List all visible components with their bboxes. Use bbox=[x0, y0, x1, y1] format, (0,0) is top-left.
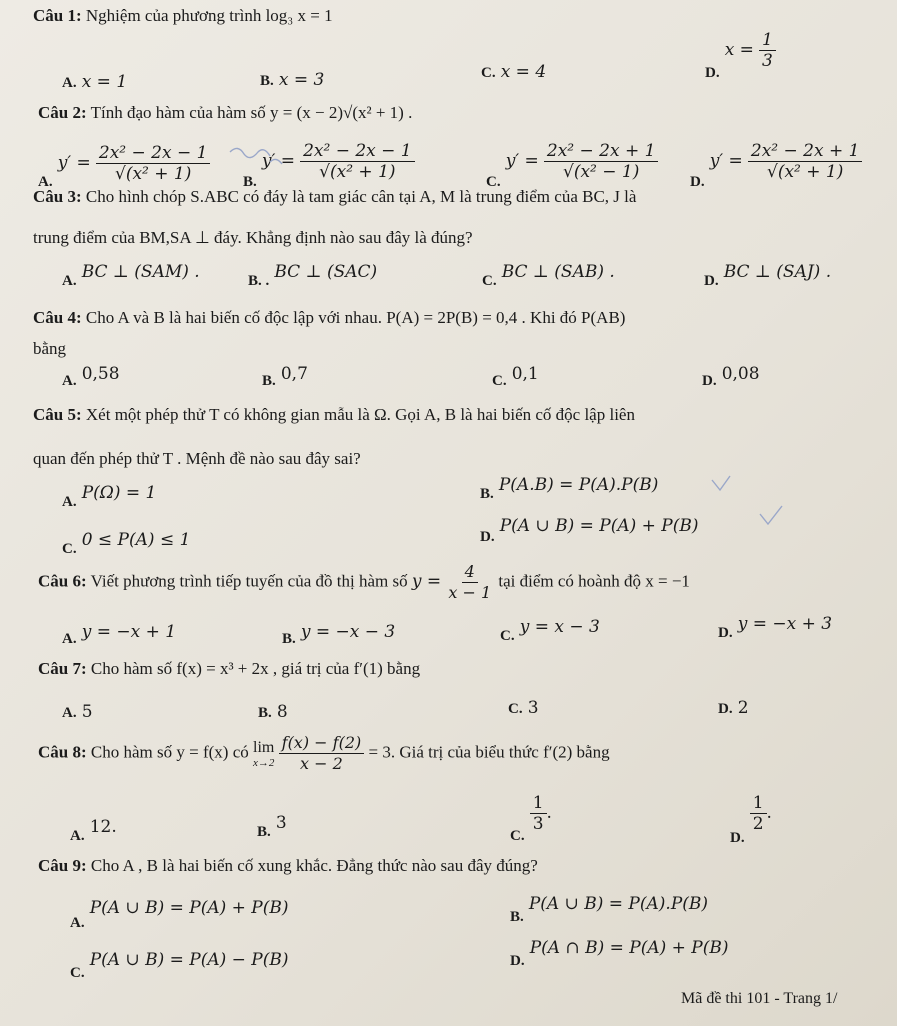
q5-option-a[interactable]: A. P(Ω) = 1 bbox=[62, 483, 157, 510]
q8-option-d[interactable]: D. $\frac{1}{2}$ . bbox=[730, 793, 772, 846]
question-4-stem-line1: Câu 4: Cho A và B là hai biến cố độc lập với nhau. P(A) = 2P(B) = 0,4 . Khi đó P(AB) bbox=[33, 308, 626, 327]
q9-option-c[interactable]: C. P(A ∪ B) = P(A) − P(B) bbox=[70, 950, 289, 981]
q6-option-b[interactable]: B. y = −x − 3 bbox=[282, 622, 396, 647]
q8-option-b[interactable]: B. 3 bbox=[257, 813, 287, 840]
question-9-stem: Câu 9: Cho A , B là hai biến cố xung khắc. Đẳng thức nào sau đây đúng? bbox=[38, 856, 538, 875]
q5-option-c[interactable]: C. 0 ≤ P(A) ≤ 1 bbox=[62, 530, 191, 557]
q8-option-a[interactable]: A. 12. bbox=[70, 817, 117, 844]
q9-option-b[interactable]: B. P(A ∪ B) = P(A).P(B) bbox=[510, 894, 709, 925]
q3-option-c[interactable]: C. BC ⊥ (SAB) . bbox=[482, 262, 615, 289]
q2-option-a[interactable]: A. y′ = $\frac{\text{2x² − 2x − 1}}{\text{√(x² + 1)}}$ bbox=[38, 143, 210, 184]
question-7-stem: Câu 7: Cho hàm số f(x) = x³ + 2x , giá trị của f′(1) bằng bbox=[38, 659, 421, 678]
q4-option-a[interactable]: A. 0,58 bbox=[62, 364, 120, 389]
q2-option-b[interactable]: B. y′ = $\frac{\text{2x² − 2x − 1}}{\text{√(x² + 1)}}$ bbox=[243, 141, 415, 182]
question-4-stem-line2: bằng bbox=[33, 339, 67, 358]
question-3-stem-line2: trung điểm của BM,SA ⊥ đáy. Khẳng định nào sau đây là đúng? bbox=[33, 228, 473, 247]
question-8-stem: Câu 8: Cho hàm số y = f(x) có lim x→2 $\frac{f(x) - f(2)}{x - 2}$ = 3. Giá trị của biểu thức f′(2) bằng bbox=[38, 733, 610, 773]
q4-option-b[interactable]: B. 0,7 bbox=[262, 364, 308, 389]
q5-option-b[interactable]: B. P(A.B) = P(A).P(B) bbox=[480, 475, 659, 502]
q2-option-c[interactable]: C. y′ = $\frac{\text{2x² − 2x + 1}}{\text{√(x² − 1)}}$ bbox=[486, 141, 658, 182]
question-5-stem-line1: Câu 5: Xét một phép thử T có không gian mẫu là Ω. Gọi A, B là hai biến cố độc lập liên bbox=[33, 405, 635, 424]
handwritten-checkmarks-icon bbox=[708, 474, 788, 534]
question-5-stem-line2: quan đến phép thử T . Mệnh đề nào sau đây sai? bbox=[33, 449, 361, 468]
q6-option-c[interactable]: C. y = x − 3 bbox=[500, 617, 600, 644]
q4-option-c[interactable]: C. 0,1 bbox=[492, 364, 539, 389]
q8-option-c[interactable]: C. $\frac{1}{3}$ . bbox=[510, 793, 552, 844]
q2-option-d[interactable]: D. y′ = $\frac{\text{2x² − 2x + 1}}{\text{√(x² + 1)}}$ bbox=[690, 141, 862, 182]
q7-option-b[interactable]: B. 8 bbox=[258, 702, 288, 722]
q3-option-d[interactable]: D. BC ⊥ (SAJ) . bbox=[704, 262, 832, 289]
q4-option-d[interactable]: D. 0,08 bbox=[702, 364, 760, 389]
page-footer: Mã đề thi 101 - Trang 1/ bbox=[681, 990, 838, 1007]
question-1-stem: Câu 1: Nghiệm của phương trình log₃ x = 1 bbox=[33, 6, 333, 25]
q3-option-a[interactable]: A. BC ⊥ (SAM) . bbox=[62, 262, 200, 289]
q9-option-d[interactable]: D. P(A ∩ B) = P(A) + P(B) bbox=[510, 938, 729, 969]
question-3-stem-line1: Câu 3: Cho hình chóp S.ABC có đáy là tam giác cân tại A, M là trung điểm của BC, J là bbox=[33, 187, 637, 206]
q6-option-a[interactable]: A. y = −x + 1 bbox=[62, 622, 177, 647]
q7-option-c[interactable]: C. 3 bbox=[508, 698, 539, 718]
q9-option-a[interactable]: A. P(A ∪ B) = P(A) + P(B) bbox=[70, 898, 289, 931]
q1-option-c[interactable]: C. x = 4 bbox=[481, 62, 547, 82]
q1-option-a[interactable]: A. x = 1 bbox=[62, 72, 128, 92]
q7-option-a[interactable]: A. 5 bbox=[62, 702, 93, 722]
q1-option-d[interactable]: D. x = $\frac{1}{3}$ bbox=[705, 30, 776, 71]
question-2-stem: Câu 2: Tính đạo hàm của hàm số y = (x − 2)√(x² + 1) . bbox=[38, 103, 413, 122]
q6-option-d[interactable]: D. y = −x + 3 bbox=[718, 614, 833, 641]
q3-option-b[interactable]: B. . BC ⊥ (SAC) bbox=[248, 262, 378, 289]
q5-option-d[interactable]: D. P(A ∪ B) = P(A) + P(B) bbox=[480, 516, 699, 545]
question-6-stem: Câu 6: Viết phương trình tiếp tuyến của đồ thị hàm số y = $\frac{4}{x - 1}$ tại điểm có hoành độ x = −1 bbox=[38, 562, 690, 602]
q1-option-b[interactable]: B. x = 3 bbox=[260, 70, 325, 90]
q7-option-d[interactable]: D. 2 bbox=[718, 698, 749, 718]
handwritten-scribble-icon bbox=[200, 140, 310, 180]
